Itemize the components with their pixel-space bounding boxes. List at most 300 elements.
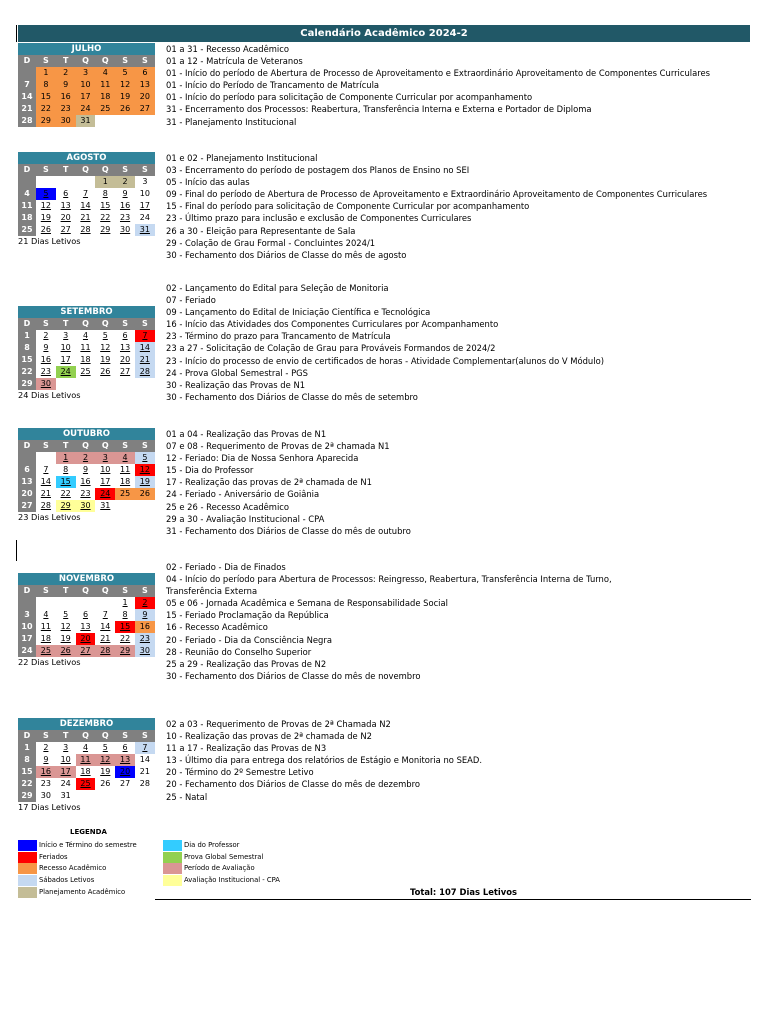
day-cell: 3: [142, 177, 148, 186]
weekday-header: S: [36, 318, 56, 330]
day-cell: 23: [119, 213, 131, 222]
day-cell: 5: [63, 610, 69, 619]
events-outubro: [166, 428, 746, 537]
day-cell: 12: [60, 622, 71, 631]
day-cell: 18: [80, 355, 91, 364]
weekday-header: S: [115, 164, 135, 176]
day-cell: 31: [100, 501, 111, 510]
event-item: Transferência Externa: [166, 586, 258, 597]
legend-item: [18, 852, 68, 863]
sunday-cell: 15: [18, 354, 36, 366]
day-cell: 26: [40, 225, 51, 234]
day-cell: 4: [82, 331, 89, 340]
divider: [155, 899, 751, 900]
day-cell: 19: [100, 355, 111, 364]
event-item: 12 - Feriado: Dia de Nossa Senhora Aparecida: [166, 453, 359, 464]
month-grid: [18, 164, 155, 236]
day-cell: 2: [76, 452, 96, 464]
sunday-cell: 27: [18, 500, 36, 512]
legend-swatch: [163, 875, 182, 886]
legend-swatch: [18, 887, 37, 898]
day-cell: [56, 378, 76, 390]
dias-letivos: 17 Dias Letivos: [18, 802, 81, 812]
dias-letivos: 21 Dias Letivos: [18, 236, 81, 246]
sunday-cell: 29: [18, 790, 36, 802]
day-cell: 24: [139, 213, 150, 222]
sunday-cell: [18, 597, 36, 609]
legend-item: [18, 875, 94, 886]
day-cell: 5: [135, 452, 155, 464]
day-cell: 27: [76, 645, 96, 657]
event-item: 23 a 27 - Solicitação de Colação de Grau para Prováveis Formandos de 2024/2: [166, 343, 496, 354]
day-cell: 18: [80, 767, 91, 776]
sunday-cell: 8: [18, 342, 36, 354]
day-cell: 24: [95, 488, 115, 500]
weekday-header: Q: [76, 55, 96, 67]
sunday-cell: 29: [18, 378, 36, 390]
event-item: 20 - Fechamento dos Diários de Classe do mês de dezembro: [166, 779, 420, 790]
day-cell: 25: [36, 645, 56, 657]
event-item: 30 - Fechamento dos Diários de Classe do mês de setembro: [166, 391, 418, 402]
day-cell: 27: [60, 225, 71, 234]
weekday-header: Q: [95, 164, 115, 176]
sunday-cell: 20: [18, 488, 36, 500]
calendar-agosto: [18, 152, 155, 247]
month-header: JULHO: [18, 43, 155, 55]
sunday-cell: 21: [18, 103, 36, 115]
day-cell: 2: [43, 331, 49, 340]
day-cell: 7: [43, 465, 49, 474]
day-cell: [36, 597, 56, 609]
legend-swatch: [163, 840, 182, 851]
day-cell: 28: [40, 501, 51, 510]
day-cell: [95, 597, 115, 609]
day-cell: 22: [119, 634, 131, 643]
sunday-cell: 18: [18, 212, 36, 224]
weekday-header: D: [18, 730, 36, 742]
day-cell: [36, 176, 56, 188]
weekday-header: S: [36, 440, 56, 452]
day-cell: 10: [60, 343, 71, 352]
day-cell: 20: [135, 91, 155, 103]
event-item: 02 - Lançamento do Edital para Seleção de Monitoria: [166, 283, 389, 293]
day-cell: 5: [102, 743, 108, 752]
page-title: Calendário Acadêmico 2024-2: [18, 25, 750, 42]
day-cell: 26: [100, 779, 111, 788]
day-cell: [135, 790, 155, 802]
day-cell: 2: [56, 67, 76, 79]
event-item: 25 e 26 - Recesso Acadêmico: [166, 501, 290, 512]
weekday-header: Q: [76, 318, 96, 330]
legend-item: [163, 840, 239, 851]
weekday-header: T: [56, 55, 76, 67]
day-cell: 26: [115, 103, 135, 115]
event-item: 20 - Feriado - Dia da Consciência Negra: [166, 634, 332, 645]
day-cell: 12: [95, 754, 115, 766]
events-dezembro: [166, 718, 746, 803]
legend-title: LEGENDA: [70, 828, 107, 836]
day-cell: 8: [36, 79, 56, 91]
weekday-header: D: [18, 318, 36, 330]
day-cell: 2: [43, 743, 49, 752]
day-cell: 7: [135, 330, 155, 342]
legend-item: [18, 863, 106, 874]
weekday-header: S: [115, 585, 135, 597]
event-item: 13 - Último dia para entrega dos relatórios de Estágio e Monitoria no SEAD.: [166, 755, 483, 766]
day-cell: 1: [122, 598, 128, 607]
day-cell: 14: [40, 477, 51, 486]
weekday-header: D: [18, 164, 36, 176]
event-item: 03 - Encerramento do período de postagem dos Planos de Ensino no SEI: [166, 165, 470, 176]
day-cell: 29: [36, 115, 56, 127]
event-item: 23 - Último prazo para inclusão e exclusão de Componentes Curriculares: [166, 213, 472, 224]
day-cell: 18: [40, 634, 51, 643]
sunday-cell: [18, 452, 36, 464]
day-cell: 14: [135, 342, 155, 354]
weekday-header: T: [56, 730, 76, 742]
weekday-header: Q: [76, 585, 96, 597]
day-cell: 21: [100, 634, 111, 643]
day-cell: 18: [95, 91, 115, 103]
event-item: 29 - Colação de Grau Formal - Concluintes 2024/1: [166, 237, 376, 248]
day-cell: 14: [139, 755, 150, 764]
legend-item: [163, 852, 263, 863]
month-grid: [18, 318, 155, 390]
event-item: 16 - Início das Atividades dos Componentes Curriculares por Acompanhamento: [166, 319, 499, 330]
weekday-header: Q: [95, 730, 115, 742]
day-cell: [95, 378, 115, 390]
day-cell: [135, 500, 155, 512]
weekday-header: Q: [95, 318, 115, 330]
day-cell: 26: [135, 488, 155, 500]
day-cell: 4: [115, 452, 135, 464]
day-cell: 30: [36, 378, 56, 390]
day-cell: 15: [100, 201, 111, 210]
legend-swatch: [18, 875, 37, 886]
day-cell: 17: [100, 477, 111, 486]
separator: [16, 25, 17, 42]
weekday-header: S: [135, 318, 155, 330]
event-item: 23 - Término do prazo para Trancamento de Matrícula: [166, 331, 391, 342]
day-cell: 16: [56, 91, 76, 103]
day-cell: 23: [40, 779, 51, 788]
day-cell: 19: [115, 91, 135, 103]
day-cell: 12: [135, 464, 155, 476]
weekday-header: T: [56, 164, 76, 176]
day-cell: [115, 790, 135, 802]
day-cell: 19: [135, 476, 155, 488]
day-cell: 4: [82, 743, 89, 752]
sunday-cell: 3: [18, 609, 36, 621]
sunday-cell: 17: [18, 633, 36, 645]
day-cell: 8: [63, 465, 69, 474]
legend-item: [163, 875, 280, 886]
day-cell: 14: [80, 201, 91, 210]
event-item: 20 - Término do 2º Semestre Letivo: [166, 767, 314, 778]
events-julho: [166, 43, 746, 128]
day-cell: 25: [80, 367, 91, 376]
day-cell: 7: [82, 189, 89, 198]
legend-label: Feriados: [39, 852, 68, 861]
day-cell: 16: [80, 477, 91, 486]
legend-label: Recesso Acadêmico: [39, 864, 107, 873]
day-cell: 29: [100, 225, 111, 234]
legend-item: [18, 887, 125, 898]
day-cell: [115, 115, 135, 127]
day-cell: [76, 790, 96, 802]
day-cell: 2: [135, 597, 155, 609]
legend-label: Prova Global Semestral: [184, 852, 264, 861]
day-cell: 21: [139, 767, 150, 776]
weekday-header: S: [115, 730, 135, 742]
day-cell: [56, 176, 76, 188]
day-cell: 28: [95, 645, 115, 657]
day-cell: 9: [43, 343, 49, 352]
weekday-header: S: [36, 55, 56, 67]
day-cell: 24: [56, 366, 76, 378]
weekday-header: Q: [95, 55, 115, 67]
weekday-header: S: [36, 730, 56, 742]
day-cell: 4: [43, 610, 49, 619]
day-cell: 17: [56, 766, 76, 778]
day-cell: 10: [76, 79, 96, 91]
event-item: 15 - Dia do Professor: [166, 465, 254, 476]
sunday-cell: 22: [18, 778, 36, 790]
day-cell: 6: [122, 743, 128, 752]
day-cell: 4: [95, 67, 115, 79]
month-grid: [18, 585, 155, 657]
day-cell: 2: [115, 176, 135, 188]
day-cell: 29: [115, 645, 135, 657]
event-item: 25 - Natal: [166, 791, 208, 802]
day-cell: 11: [80, 343, 91, 352]
day-cell: 13: [135, 79, 155, 91]
weekday-header: S: [115, 55, 135, 67]
calendar-setembro: [18, 306, 155, 401]
events-agosto: [166, 152, 746, 261]
event-item: 04 - Início do período para Abertura de Processos: Reingresso, Reabertura, Transferência Interna de Turno,: [166, 574, 612, 585]
month-header: OUTUBRO: [18, 428, 155, 440]
day-cell: 19: [40, 213, 51, 222]
day-cell: 30: [76, 500, 96, 512]
day-cell: [135, 115, 155, 127]
day-cell: 30: [119, 225, 131, 234]
total-dias-letivos: Total: 107 Dias Letivos: [410, 887, 518, 897]
event-item: 24 - Feriado - Aniversário de Goiânia: [166, 489, 320, 500]
legend-swatch: [18, 863, 37, 874]
day-cell: 23: [56, 103, 76, 115]
day-cell: 16: [40, 355, 51, 364]
event-item: 01 e 02 - Planejamento Institucional: [166, 153, 318, 163]
day-cell: 31: [135, 224, 155, 236]
legend-label: Início e Término do semestre: [39, 841, 137, 849]
weekday-header: Q: [76, 730, 96, 742]
weekday-header: S: [115, 318, 135, 330]
weekday-header: T: [56, 440, 76, 452]
legend-label: Sábados Letivos: [39, 876, 95, 885]
event-item: 30 - Fechamento dos Diários de Classe do mês de novembro: [166, 670, 421, 681]
day-cell: 3: [63, 331, 69, 340]
day-cell: 10: [60, 755, 71, 764]
event-item: 24 - Prova Global Semestral - PGS: [166, 367, 308, 378]
event-item: 17 - Realização das provas de 2ª chamada de N1: [166, 477, 372, 488]
day-cell: 28: [80, 225, 91, 234]
event-item: 25 a 29 - Realização das Provas de N2: [166, 658, 327, 669]
event-item: 01 a 31 - Recesso Acadêmico: [166, 44, 289, 54]
day-cell: 19: [60, 634, 71, 643]
day-cell: 30: [56, 115, 76, 127]
day-cell: 27: [135, 103, 155, 115]
sunday-cell: 22: [18, 366, 36, 378]
day-cell: 24: [76, 103, 96, 115]
event-item: 07 e 08 - Requerimento de Provas de 2ª chamada N1: [166, 441, 390, 452]
day-cell: 3: [95, 452, 115, 464]
sunday-cell: 11: [18, 200, 36, 212]
calendar-julho: [18, 43, 155, 127]
event-item: 15 - Feriado Proclamação da República: [166, 610, 329, 621]
day-cell: 16: [36, 766, 56, 778]
sunday-cell: 8: [18, 754, 36, 766]
event-item: 10 - Realização das provas de 2ª chamada de N2: [166, 731, 372, 742]
event-item: 09 - Lançamento do Edital de Iniciação Científica e Tecnológica: [166, 307, 431, 318]
day-cell: 30: [40, 791, 51, 800]
day-cell: [76, 378, 96, 390]
sunday-cell: [18, 176, 36, 188]
day-cell: 24: [60, 779, 71, 788]
day-cell: 21: [80, 213, 91, 222]
day-cell: 21: [135, 354, 155, 366]
day-cell: 15: [36, 91, 56, 103]
day-cell: 8: [102, 189, 108, 198]
weekday-header: T: [56, 318, 76, 330]
event-item: 05 - Início das aulas: [166, 177, 250, 188]
day-cell: 20: [60, 213, 71, 222]
month-grid: [18, 440, 155, 512]
dias-letivos: 22 Dias Letivos: [18, 657, 81, 667]
day-cell: [76, 176, 96, 188]
day-cell: 9: [135, 609, 155, 621]
day-cell: [95, 115, 115, 127]
day-cell: 12: [100, 343, 111, 352]
weekday-header: D: [18, 585, 36, 597]
events-novembro: [166, 561, 746, 682]
day-cell: 11: [95, 79, 115, 91]
sunday-cell: 10: [18, 621, 36, 633]
day-cell: [95, 790, 115, 802]
day-cell: 18: [119, 477, 131, 486]
month-grid: [18, 730, 155, 802]
event-item: 01 a 12 - Matrícula de Veteranos: [166, 56, 303, 67]
day-cell: [36, 452, 56, 464]
day-cell: 17: [76, 91, 96, 103]
day-cell: 16: [135, 621, 155, 633]
day-cell: 13: [119, 343, 131, 352]
legend-swatch: [18, 840, 37, 851]
day-cell: 15: [56, 476, 76, 488]
day-cell: 6: [122, 331, 128, 340]
day-cell: 10: [100, 465, 111, 474]
day-cell: 20: [115, 766, 135, 778]
event-item: 30 - Realização das Provas de N1: [166, 379, 306, 390]
day-cell: 26: [100, 367, 111, 376]
day-cell: 14: [100, 622, 111, 631]
day-cell: [115, 500, 135, 512]
day-cell: 27: [119, 367, 131, 376]
sunday-cell: 1: [18, 742, 36, 754]
month-header: SETEMBRO: [18, 306, 155, 318]
day-cell: 6: [63, 189, 69, 198]
day-cell: 31: [60, 791, 71, 800]
day-cell: 22: [36, 103, 56, 115]
event-item: 02 a 03 - Requerimento de Provas de 2ª Chamada N2: [166, 719, 391, 729]
day-cell: 13: [80, 622, 91, 631]
day-cell: 22: [100, 213, 111, 222]
weekday-header: T: [56, 585, 76, 597]
day-cell: 5: [36, 188, 56, 200]
weekday-header: Q: [76, 440, 96, 452]
event-item: 05 e 06 - Jornada Acadêmica e Semana de Responsabilidade Social: [166, 598, 448, 609]
day-cell: 5: [102, 331, 108, 340]
day-cell: 22: [60, 489, 71, 498]
day-cell: 17: [139, 201, 150, 210]
legend-item: [18, 840, 137, 851]
day-cell: 10: [139, 189, 150, 198]
day-cell: 23: [135, 633, 155, 645]
day-cell: 1: [56, 452, 76, 464]
day-cell: 21: [40, 489, 51, 498]
day-cell: 8: [122, 610, 128, 619]
events-setembro: [166, 282, 746, 403]
sunday-cell: 4: [18, 188, 36, 200]
weekday-header: S: [36, 585, 56, 597]
weekday-header: S: [135, 55, 155, 67]
month-header: NOVEMBRO: [18, 573, 155, 585]
event-item: 09 - Final do período de Abertura de Processo de Aproveitamento e Extraordinário Aproveitamento de Componentes Curriculares: [166, 189, 708, 200]
event-item: 29 a 30 - Avaliação Institucional - CPA: [166, 513, 325, 524]
day-cell: 17: [60, 355, 71, 364]
sunday-cell: 24: [18, 645, 36, 657]
event-item: 11 a 17 - Realização das Provas de N3: [166, 743, 327, 754]
day-cell: 6: [135, 67, 155, 79]
weekday-header: Q: [95, 440, 115, 452]
calendar-outubro: [18, 428, 155, 523]
sunday-cell: 13: [18, 476, 36, 488]
weekday-header: S: [135, 730, 155, 742]
day-cell: 23: [40, 367, 51, 376]
sunday-cell: 25: [18, 224, 36, 236]
sunday-cell: 14: [18, 91, 36, 103]
day-cell: 16: [119, 201, 131, 210]
sunday-cell: 6: [18, 464, 36, 476]
day-cell: [76, 597, 96, 609]
day-cell: 9: [82, 465, 89, 474]
weekday-header: S: [115, 440, 135, 452]
legend-label: Avaliação Institucional - CPA: [184, 876, 280, 885]
weekday-header: D: [18, 440, 36, 452]
month-grid: [18, 55, 155, 127]
event-item: 16 - Recesso Acadêmico: [166, 622, 268, 633]
day-cell: 20: [76, 633, 96, 645]
day-cell: 9: [122, 189, 128, 198]
day-cell: 9: [56, 79, 76, 91]
event-item: 23 - Início do processo de envio de certificados de horas - Atividade Complementar(alunos do V Módulo): [166, 355, 604, 366]
weekday-header: S: [36, 164, 56, 176]
dias-letivos: 24 Dias Letivos: [18, 390, 81, 400]
event-item: 01 - Início do período para solicitação de Componente Curricular por acompanhamento: [166, 92, 533, 103]
day-cell: 31: [76, 115, 96, 127]
separator: [16, 540, 17, 561]
day-cell: 19: [100, 767, 111, 776]
